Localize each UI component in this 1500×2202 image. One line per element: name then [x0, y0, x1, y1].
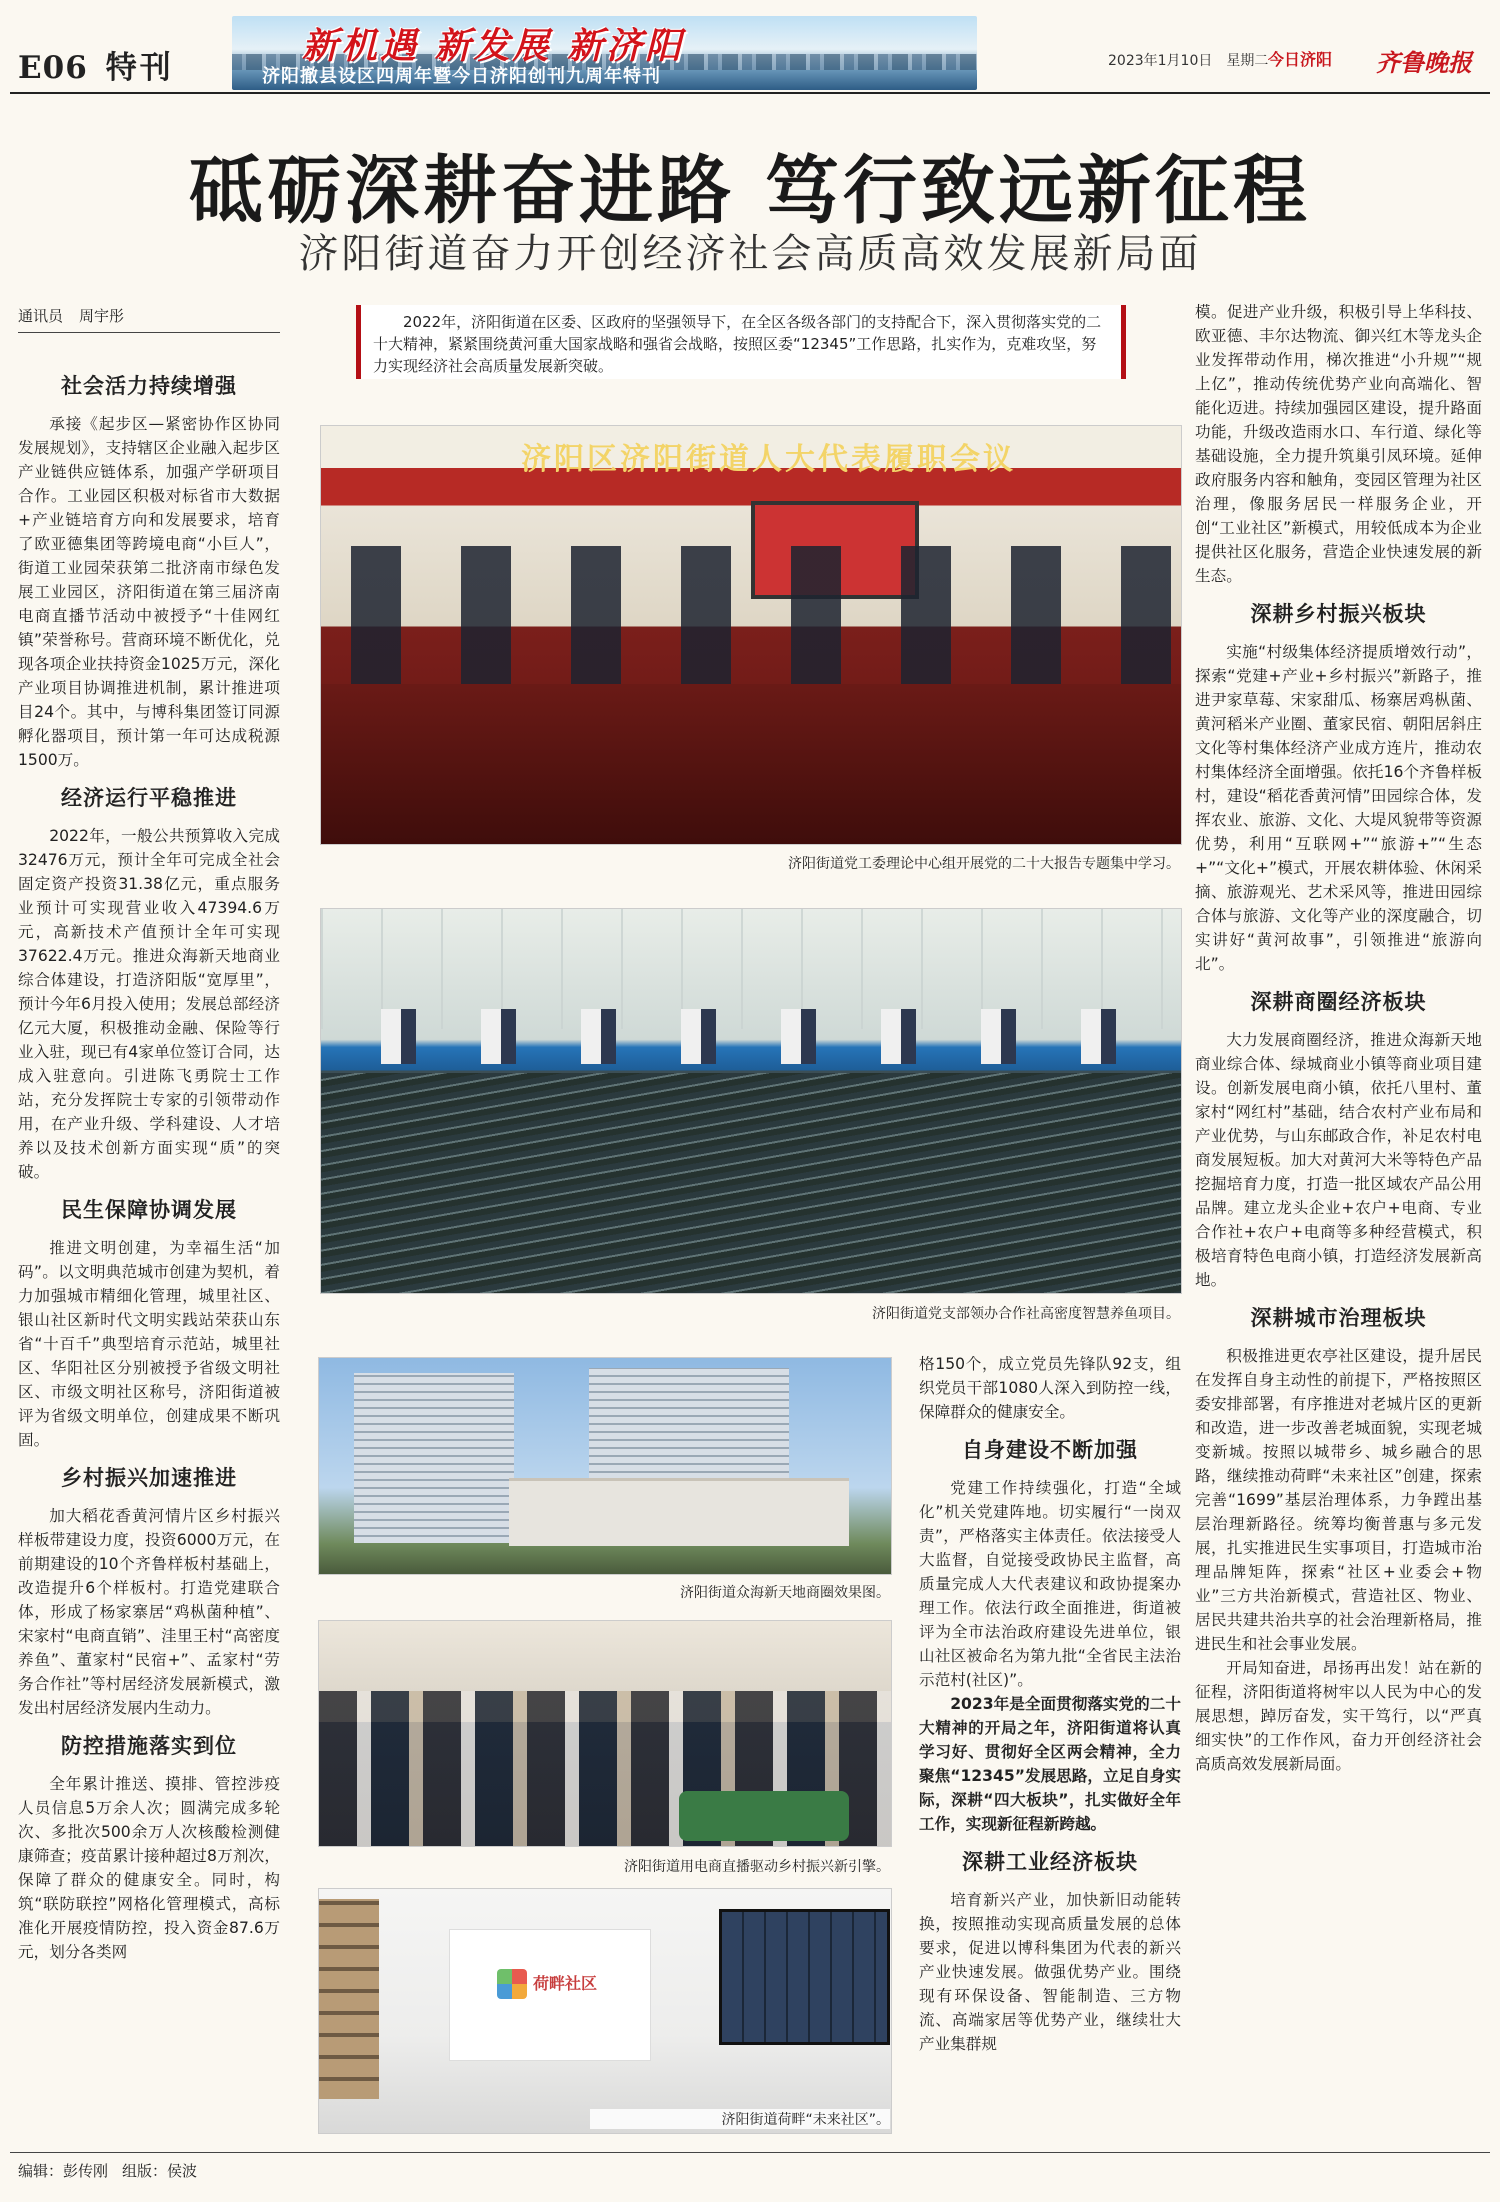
section-heading: 深耕工业经济板块: [962, 1850, 1138, 1874]
display-wall: [719, 1909, 890, 2045]
section-body: 加大稻花香黄河情片区乡村振兴样板带建设力度，投资6000万元，在前期建设的10个齐鲁样板村基础上，改造提升6个样板村。打造党建联合体，形成了杨家寨居“鸡枞菌种植”、宋家村“电商直销”、洼里王村“高密度养鱼”、董家村“民宿+”、孟家村“劳务合作社”等村居经济发展新模式，激发出村居经济发展内生动力。: [18, 1507, 280, 1717]
section-heading: 社会活力持续增强: [61, 374, 237, 398]
continued-text: 模。促进产业升级，积极引导上华科技、欧亚德、丰尔达物流、御兴红木等龙头企业发挥带动作用，梯次推进“小升规”“规上亿”，推动传统优势产业向高端化、智能化迈进。持续加强园区建设，提升路面功能，升级改造雨水口、车行道、绿化等基础设施，全力提升筑巢引凤环境。延伸政府服务内容和触角，变园区管理为社区治理，像服务居民一样服务企业，开创“工业社区”新模式，用较低成本为企业提供社区化服务，营造企业快速发展的新生态。: [1195, 303, 1482, 585]
headline: 砥砺深耕奋进路 笃行致远新征程: [189, 148, 1311, 234]
right-column: [1195, 300, 1482, 1776]
middle-column: [919, 1352, 1181, 2056]
continued-text: 格150个，成立党员先锋队92支，组织党员干部1080人深入到防控一线，保障群众的健康安全。: [919, 1355, 1181, 1421]
editor-credit: 编辑：彭传刚: [18, 2162, 109, 2180]
fish-pond: [321, 1073, 1181, 1293]
byline: [18, 305, 280, 333]
section-body: 培育新兴产业，加快新旧动能转换，按照推动实现高质量发展的总体要求，促进以博科集团为代表的新兴产业快速发展。做强优势产业。围绕现有环保设备、智能制造、三方物流、高端家居等优势产业，继续壮大产业集群规: [919, 1891, 1181, 2053]
podium-building: [509, 1478, 849, 1546]
layout-credit: 组版：侯波: [122, 2162, 198, 2180]
photo-caption: 济阳街道荷畔“未来社区”。: [590, 2109, 890, 2129]
bookshelf: [319, 1899, 379, 2099]
banner-slogan: 新机遇 新发展 新济阳: [302, 25, 685, 67]
community-logo-text: 荷畔社区: [533, 1974, 598, 1993]
issue-date: 2023年1月10日 星期二: [1108, 53, 1269, 69]
section-body: 承接《起步区—紧密协作区协同发展规划》，支持辖区企业融入起步区产业链供应链体系，加强产学研项目合作。工业园区积极对标省市大数据+产业链培育方向和发展要求，培育了欧亚德集团等跨境电商“小巨人”，街道工业园荣获第二批济南市绿色发展工业园区，济阳街道在第三届济南电商直播节活动中被授予“十佳网红镇”荣誉称号。营商环境不断优化，兑现各项企业扶持资金1025万元，深化产业项目协调推进机制，累计推进项目24个。其中，与博科集团签订同源孵化器项目，预计第一年可达成税源1500万。: [18, 415, 280, 769]
subheadline: 济阳街道奋力开创经济社会高质高效发展新局面: [298, 231, 1202, 277]
photo-fish-farm: [320, 908, 1182, 1294]
photo-caption: 济阳街道用电商直播驱动乡村振兴新引擎。: [624, 1859, 890, 1875]
tower-left: [354, 1373, 514, 1543]
section-body: 大力发展商圈经济，推进众海新天地商业综合体、绿城商业小镇等商业项目建设。创新发展电商小镇，依托八里村、董家村“网红村”基础，结合农村产业布局和产业优势，与山东邮政合作，补足农村电商发展短板。加大对黄河大米等特色产品挖掘培育力度，打造一批区域农产品公用品牌。建立龙头企业+农户+电商、专业合作社+农户+电商等多种经营模式，积极培育特色电商小镇，打造经济发展新高地。: [1195, 1031, 1482, 1289]
section-heading: 深耕乡村振兴板块: [1250, 602, 1427, 626]
section-body: 推进文明创建，为幸福生活“加码”。以文明典范城市创建为契机，着力加强城市精细化管理，城里社区、银山社区新时代文明实践站荣获山东省“十百千”典型培育示范站，城里社区、华阳社区分别被授予省级文明社区、市级文明社区称号，济阳街道被评为省级文明单位，创建成果不断巩固。: [18, 1239, 280, 1449]
section-body: 积极推进更农亭社区建设，提升居民在发挥自身主动性的前提下，严格按照区委安排部署，有序推进对老城片区的更新和改造，进一步改善老城面貌，实现老城变新城。按照以城带乡、城乡融合的思路，继续推动荷畔“未来社区”创建，探索完善“1699”基层治理体系，力争蹚出基层治理新路径。统筹均衡普惠与多元发展，扎实推进民生实事项目，打造城市治理品牌矩阵，探索“社区+业委会+物业”三方共治新模式，营造社区、物业、居民共建共治共享的社会治理新格局，推进民生和社会事业发展。: [1195, 1347, 1482, 1653]
newspaper-logo: 齐鲁晚报: [1376, 48, 1472, 77]
page-number: E06: [18, 50, 88, 86]
section-heading: 自身建设不断加强: [962, 1438, 1138, 1462]
section-body: 实施“村级集体经济提质增效行动”，探索“党建+产业+乡村振兴”新路子，推进尹家草莓、宋家甜瓜、杨寨居鸡枞菌、黄河稻米产业圈、董家民宿、朝阳居斜庄文化等村集体经济产业成方连片，推动农村集体经济全面增强。依托16个齐鲁样板村，建设“稻花香黄河情”田园综合体，发挥农业、旅游、文化、大堤风貌带等资源优势，利用“互联网+”“旅游+”“生态+”“文化+”模式，开展农耕体验、休闲采摘、旅游观光、艺术采风等，推进田园综合体与旅游、文化等产业的深度融合，切实讲好“黄河故事”，引领推进“旅游向北”。: [1195, 643, 1482, 973]
photo-caption: 济阳街道众海新天地商圈效果图。: [680, 1585, 890, 1601]
footer-credits: [18, 2160, 197, 2181]
photo-livestream: [318, 1620, 892, 1847]
section-heading: 民生保障协调发展: [61, 1198, 237, 1222]
green-sign: [679, 1791, 849, 1841]
section-body: 全年累计推送、摸排、管控涉疫人员信息5万余人次；圆满完成多轮次、多批次500余万人次核酸检测健康筛查；疫苗累计接种超过8万剂次，保障了群众的健康安全。同时，构筑“联防联控”网格化管理模式，高标准化开展疫情防控，投入资金87.6万元，划分各类网: [18, 1775, 280, 1961]
meeting-attendees: [321, 546, 1181, 696]
section-body: 开局知奋进，昂扬再出发！站在新的征程，济阳街道将树牢以人民为中心的发展思想，踔厉奋发，实干笃行，以“严真细实快”的工作作风，奋力开创经济社会高质高效发展新局面。: [1195, 1659, 1482, 1773]
section-heading: 乡村振兴加速推进: [61, 1466, 237, 1490]
footer-rule: [10, 2152, 1490, 2153]
section-heading: 防控措施落实到位: [61, 1734, 237, 1758]
header-rule: [10, 92, 1490, 94]
intro-box: 2022年，济阳街道在区委、区政府的坚强领导下，在全区各级各部门的支持配合下，深入贯彻落实党的二十大精神，紧紧围绕黄河重大国家战略和强省会战略，按照区委“12345”工作思路，扎实作为，克难攻坚，努力实现经济社会高质量发展新突破。: [356, 305, 1126, 379]
community-logo-icon: [497, 1969, 527, 1999]
special-edition-banner: [232, 16, 977, 90]
conference-table: [321, 684, 1181, 844]
photo-commercial-rendering: [318, 1357, 892, 1575]
photo-caption: 济阳街道党工委理论中心组开展党的二十大报告专题集中学习。: [788, 856, 1180, 872]
banner-subtitle: 济阳撤县设区四周年暨今日济阳创刊九周年特刊: [262, 66, 661, 87]
left-column: [18, 360, 280, 1964]
byline-name: 周宇彤: [79, 307, 125, 325]
section-body: 2022年，一般公共预算收入完成32476万元，预计全年可完成全社会固定资产投资31.38亿元，重点服务业预计可实现营业收入47394.6万元，高新技术产值预计全年可实现37622.4万元。推进众海新天地商业综合体建设，打造济阳版“宽厚里”，预计今年6月投入使用；发展总部经济亿元大厦，积极推动金融、保险等行业入驻，现已有4家单位签订合同，达成入驻意向。引进陈飞勇院士工作站，充分发挥院士专家的引领带动作用，在产业升级、学科建设、人才培养以及技术创新方面实现“质”的突破。: [18, 827, 280, 1181]
photo-study-meeting: [320, 425, 1182, 845]
visitors-group: [341, 1009, 1161, 1064]
paper-name: 今日济阳: [1268, 50, 1333, 69]
section-label: 特刊: [105, 50, 174, 86]
photo-banner-text: 济阳区济阳街道人大代表履职会议: [521, 442, 1016, 477]
lobby-wall: [449, 1929, 651, 2061]
page-number-section: [18, 42, 174, 87]
section-body: 党建工作持续强化，打造“全域化”机关党建阵地。切实履行“一岗双责”，严格落实主体责任。依法接受人大监督，自觉接受政协民主监督，高质量完成人大代表建议和政协提案办理工作。依法行政全面推进，街道被评为全市法治政府建设先进单位，银山社区被命名为第九批“全省民主法治示范村(社区)”。: [919, 1479, 1181, 1689]
section-heading: 经济运行平稳推进: [61, 786, 237, 810]
byline-role: 通讯员: [18, 307, 64, 325]
photo-caption: 济阳街道党支部领办合作社高密度智慧养鱼项目。: [872, 1306, 1180, 1322]
section-heading: 深耕商圈经济板块: [1250, 990, 1427, 1014]
photo-future-community: [318, 1888, 892, 2134]
section-heading: 深耕城市治理板块: [1250, 1306, 1427, 1330]
section-body-bold: 2023年是全面贯彻落实党的二十大精神的开局之年，济阳街道将认真学习好、贯彻好全区两会精神，全力聚焦“12345”发展思路，立足自身实际，深耕“四大板块”，扎实做好全年工作，实现新征程新跨越。: [919, 1695, 1181, 1833]
